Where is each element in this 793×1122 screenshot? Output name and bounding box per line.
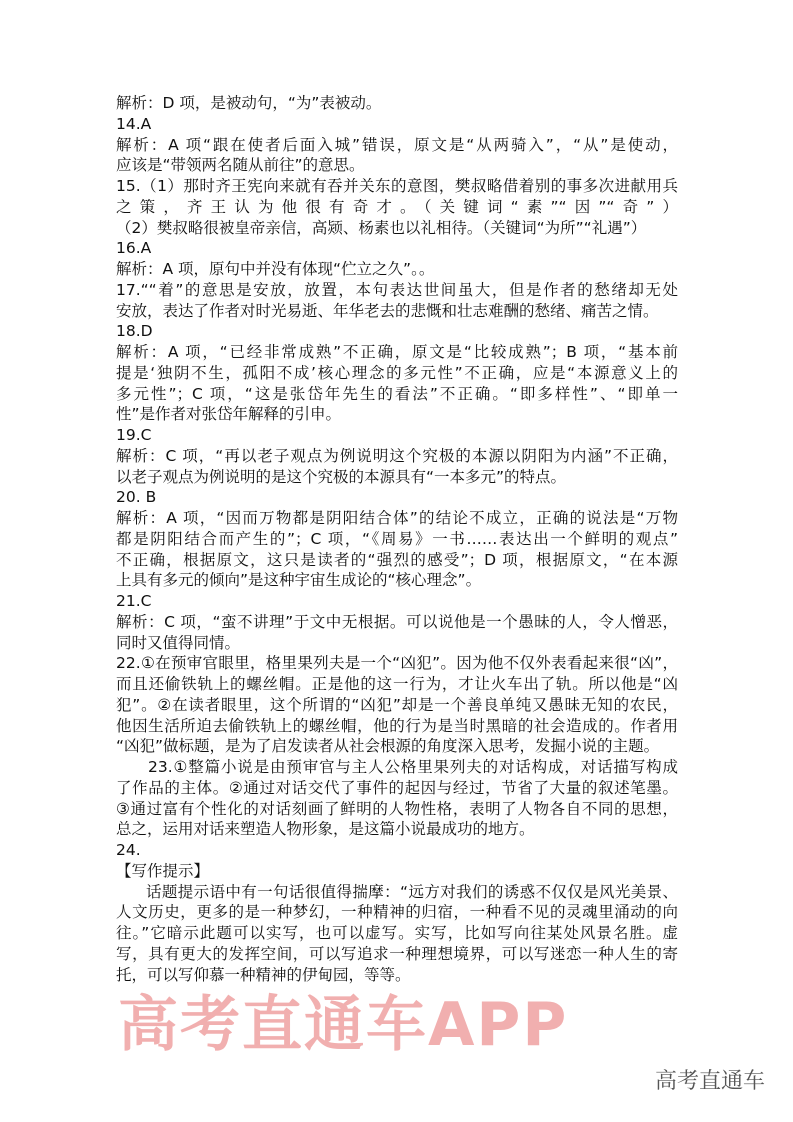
text-line: 解析：C 项，“再以老子观点为例说明这个究极的本源以阴阳为内涵”不正确， bbox=[116, 446, 678, 465]
text-line: “凶犯”做标题，是为了启发读者从社会根源的角度深入思考，发掘小说的主题。 bbox=[116, 737, 660, 756]
text-line: 而且还偷铁轨上的螺丝帽。正是他的这一行为，才让火车出了轨。所以他是“凶 bbox=[116, 675, 678, 693]
text-line: 19.C bbox=[116, 426, 152, 444]
watermark: 高考直通车APP bbox=[118, 990, 569, 1060]
text-line: 23.①整篇小说是由预审官与主人公格里果列夫的对话构成，对话描写构成 bbox=[148, 758, 678, 776]
text-line: 同时又值得同情。 bbox=[116, 633, 241, 652]
text-line: 20. B bbox=[116, 488, 157, 507]
text-line: 应该是“带领两名随从前往”的意思。 bbox=[116, 156, 365, 175]
text-line: 托，可以写仰慕一种精神的伊甸园，等等。 bbox=[116, 965, 411, 984]
text-line: 以老子观点为例说明的是这个究极的本源具有“一本多元”的特点。 bbox=[116, 467, 567, 486]
text-line: 提是‘独阴不生，孤阳不成’核心理念的多元性”不正确，应是“本源意义上的 bbox=[116, 363, 678, 382]
footer-logo: 高考直通车 bbox=[654, 1069, 765, 1094]
text-line: 解析：C 项，“蛮不讲理”于文中无根据。可以说他是一个愚昧的人，令人憎恶， bbox=[116, 612, 678, 631]
text-line: 总之，运用对话来塑造人物形象，是这篇小说最成功的地方。 bbox=[116, 820, 535, 839]
text-line: 22.①在预审官眼里，格里果列夫是一个“凶犯”。因为他不仅外表看起来很“凶”， bbox=[116, 654, 678, 673]
text-line: 性”是作者对张岱年解释的引申。 bbox=[116, 405, 342, 424]
text-line: 24. bbox=[116, 841, 141, 859]
text-line: 话题提示语中有一句话很值得揣摩：“远方对我们的诱惑不仅仅是风光美景、 bbox=[146, 882, 678, 901]
text-line: 18.D bbox=[116, 322, 153, 341]
text-line: 都是阴阳结合而产生的”；C 项，“《周易》一书……表达出一个鲜明的观点” bbox=[116, 529, 678, 548]
text-line: 解析：A 项，原句中并没有体现“伫立之久”。。 bbox=[116, 260, 435, 278]
text-line: 上具有多元的倾向”是这种宇宙生成论的“核心理念”。 bbox=[116, 571, 482, 590]
text-line: 人文历史，更多的是一种梦幻，一种精神的归宿，一种看不见的灵魂里涌动的向 bbox=[116, 903, 678, 922]
text-line: 解析：A 项，“因而万物都是阴阳结合体”的结论不成立，正确的说法是“万物 bbox=[116, 509, 678, 527]
text-line: 写，具有更大的发挥空间，可以写追求一种理想境界，可以写迷恋一种人生的寄 bbox=[116, 944, 678, 963]
text-line: 不正确，根据原文，这只是读者的“强烈的感受”；D 项，根据原文，“在本源 bbox=[116, 550, 678, 569]
text-line: 17.““着”的意思是安放，放置，本句表达世间虽大，但是作者的愁绪却无处 bbox=[116, 280, 678, 299]
text-line: 解析：D 项，是被动句，“为”表被动。 bbox=[116, 94, 382, 112]
text-line: 解析：A 项，“已经非常成熟”不正确，原文是“比较成熟”；B 项，“基本前 bbox=[116, 343, 678, 361]
text-line: 了作品的主体。②通过对话交代了事件的起因与经过，节省了大量的叙述笔墨。 bbox=[116, 778, 678, 797]
text-line: 【写作提示】 bbox=[116, 861, 210, 880]
answer-document bbox=[116, 93, 678, 985]
text-line: 15.（1）那时齐王宪向来就有吞并关东的意图，樊叔略借着别的事多次进献用兵 bbox=[116, 177, 678, 195]
text-line: 安放，表达了作者对时光易逝、年华老去的悲慨和壮志难酬的愁绪、痛苦之情。 bbox=[116, 301, 659, 320]
text-line: 14.A bbox=[116, 114, 152, 133]
text-line: 他因生活所迫去偷铁轨上的螺丝帽，他的行为是当时黑暗的社会造成的。作者用 bbox=[116, 716, 678, 735]
text-line: ③通过富有个性化的对话刻画了鲜明的人物性格，表明了人物各自不同的思想， bbox=[116, 799, 678, 818]
text-line: 往。”它暗示此题可以实写，也可以虚写。实写，比如写向往某处风景名胜。虚 bbox=[116, 924, 678, 942]
text-line: 16.A bbox=[116, 239, 152, 258]
text-line: 之策，齐王认为他很有奇才。（关键词“素”“因”“奇”） bbox=[116, 197, 678, 216]
text-line: 犯”。②在读者眼里，这个所谓的“凶犯”却是一个善良单纯又愚昧无知的农民， bbox=[116, 695, 678, 714]
text-line: 解析：A 项“跟在使者后面入城”错误，原文是“从两骑入”，“从”是使动， bbox=[116, 135, 678, 154]
text-line: 多元性”；C 项，“这是张岱年先生的看法”不正确。“即多样性”、“即单一 bbox=[116, 384, 678, 403]
text-line: 21.C bbox=[116, 592, 152, 610]
text-line: （2）樊叔略很被皇帝亲信，高颎、杨素也以礼相待。（关键词“为所”“礼遇”） bbox=[116, 218, 647, 237]
